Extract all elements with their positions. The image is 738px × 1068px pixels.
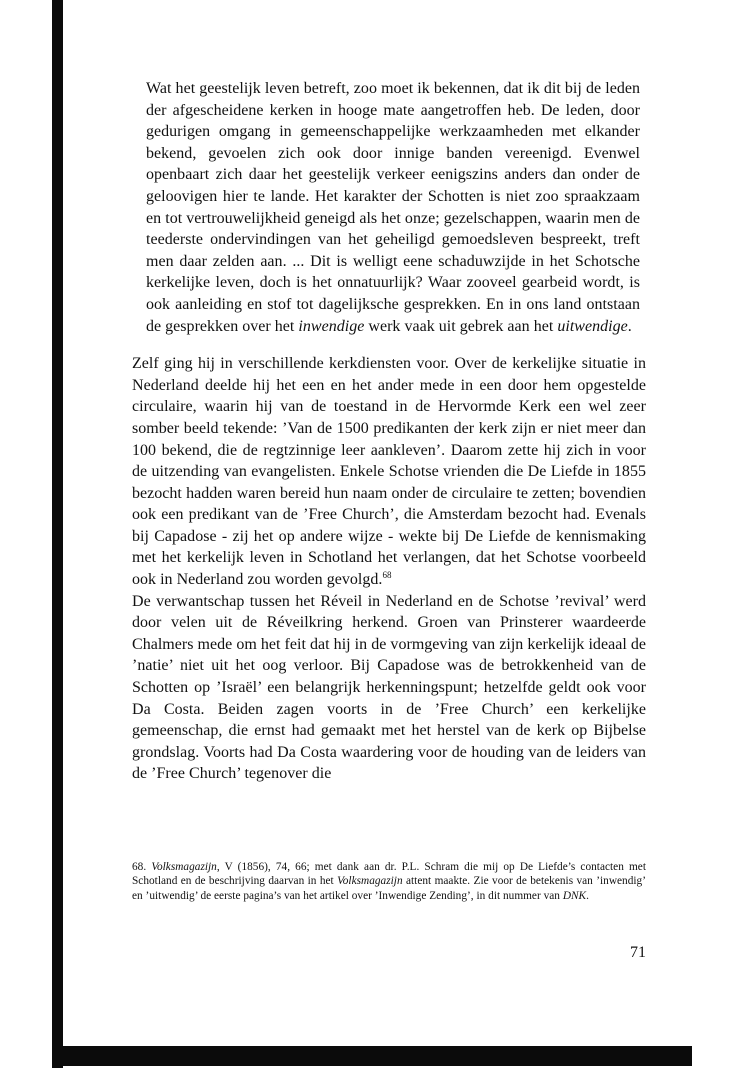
- footnote-ref-68[interactable]: 68: [382, 570, 392, 581]
- scan-border-bottom: [52, 1046, 692, 1066]
- page-body: [132, 78, 646, 785]
- footnote-number: 68.: [132, 861, 147, 873]
- quote-emphasis-inwendige: inwendige: [298, 317, 365, 335]
- page-number: 71: [630, 944, 646, 961]
- block-quote: [132, 78, 646, 337]
- paragraph-1: [132, 353, 646, 591]
- footnote-68: [132, 860, 646, 903]
- quote-text-end: .: [627, 317, 632, 335]
- footnote-text-2: attent maakte. Zie voor de betekenis van ’inwendig’ en ’uitwendig’ de eerste pagina’s van het artikel over ’Inwendige Zending’, in dit nummer van: [132, 875, 646, 902]
- footnote-journal-2: Volksmagazijn: [337, 875, 403, 888]
- footnote-journal-3: DNK: [562, 889, 587, 902]
- footnote-text-end: .: [586, 889, 589, 902]
- quote-text-middle: werk vaak uit gebrek aan het: [364, 317, 558, 335]
- quote-text: Wat het geestelijk leven betreft, zoo moet ik bekennen, dat ik dit bij de leden der afgescheidene kerken in hooge mate aangetroffen heb. De leden, door gedurigen omgang in gemeenschappelijke werkzaamheden met elkander bekend, gevoelen zich ook door innige banden vereenigd. Evenwel openbaart zich daar het geestelijk verkeer eenigszins anders dan onder de geloovigen hier te lande. Het karakter der Schotten is niet zoo spraakzaam en tot vertrouwelijkheid geneigd als het onze; gezelschappen, waarin men de teederste ondervindingen van het geheiligd gemoedsleven bespreekt, treft men daar zelden aan. ... Dit is welligt eene schaduwzijde in het Schotsche kerkelijke leven, doch is het onnatuurlijk? Waar zooveel gearbeid wordt, is ook aanleiding en stof tot dagelijksche gesprekken. En in ons land ontstaan de gesprekken over het: [146, 80, 640, 335]
- paragraph-2: De verwantschap tussen het Réveil in Nederland en de Schotse ’revival’ werd door velen uit de Réveilkring herkend. Groen van Prinsterer waardeerde Chalmers mede om het feit dat hij in de vormgeving van zijn kerkelijk ideaal de ’natie’ niet uit het oog verloor. Bij Capadose was de betrokkenheid van de Schotten op ’Israël’ een belangrijk herkenningspunt; hetzelfde geldt ook voor Da Costa. Beiden zagen voorts in de ’Free Church’ een kerkelijke gemeenschap, die ernst had gemaakt met het herstel van de kerk op Bijbelse grondslag. Voorts had Da Costa waardering voor de houding van de leiders van de ’Free Church’ tegenover die: [132, 592, 646, 783]
- quote-emphasis-uitwendige: uitwendige: [557, 317, 628, 335]
- scan-border-left: [52, 0, 63, 1068]
- footnote-text-1: , V (1856), 74, 66; met dank aan dr. P.L. Schram die mij op De Liefde’s contacten met Schotland en de beschrijving daarvan in het: [132, 861, 646, 888]
- footnote-journal: Volksmagazijn: [151, 861, 217, 873]
- paragraph-1-text: Zelf ging hij in verschillende kerkdiensten voor. Over de kerkelijke situatie in Nederland deelde hij het een en het ander mede in een door hem opgestelde circulaire, waarin hij van de toestand in de Hervormde Kerk een wel zeer somber beeld tekende: ’Van de 1500 predikanten der kerk zijn er niet meer dan 100 bekend, die de regtzinnige leer aankleven’. Daarom zette hij zich in voor de uitzending van evangelisten. Enkele Schotse vrienden die De Liefde in 1855 bezocht hadden waren bereid hun naam onder de circulaire te zetten; bovendien ook een predikant van de ’Free Church’, die Amsterdam bezocht had. Evenals bij Capadose - zij het op andere wijze - wekte bij De Liefde de kennismaking met het kerkelijk leven in Schotland het verlangen, dat het Schotse voorbeeld ook in Nederland zou worden gevolgd.: [132, 355, 646, 589]
